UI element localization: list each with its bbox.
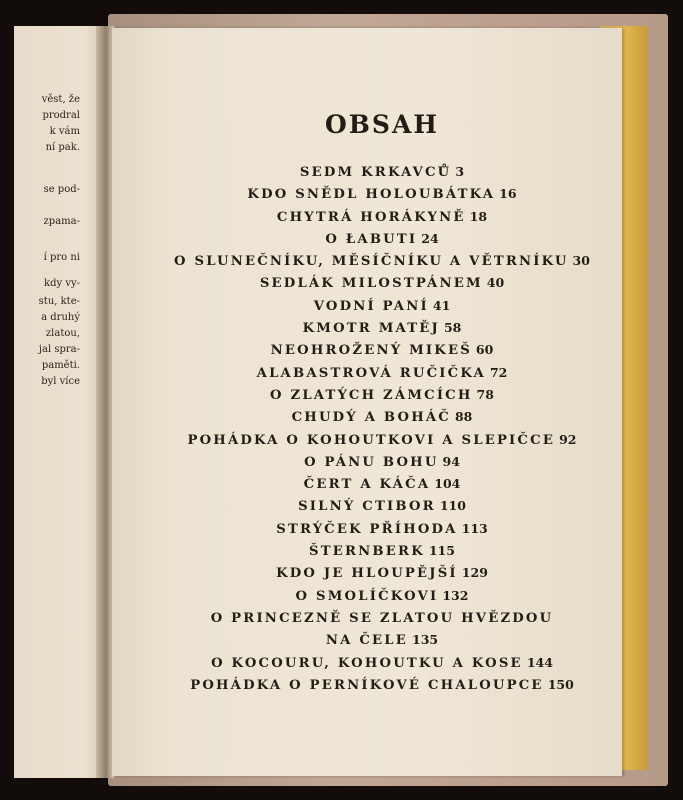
contents-entry [142, 405, 622, 427]
contents-entry-title: NA ČELE [325, 633, 409, 649]
contents-entry-title: O KOCOURU, KOHOUTKU A KOSE [211, 655, 523, 671]
left-page-line: ní pak. [45, 142, 80, 153]
contents-entry [142, 338, 622, 360]
contents-entry [142, 673, 622, 695]
contents-entry [142, 606, 622, 628]
contents-title: OBSAH [325, 110, 439, 139]
contents-entry-title: O PRINCEZNĚ SE ZLATOU HVĚZDOU [210, 610, 554, 626]
contents-entry [142, 428, 622, 450]
left-page-line: jal spra- [38, 344, 80, 355]
contents-entry-title: SEDLÁK MILOSTPÁNEM [259, 276, 483, 292]
left-page-line: zpama- [43, 216, 80, 227]
contents-entry [142, 494, 622, 516]
contents-entry-title: O PÁNU BOHU [304, 454, 439, 470]
left-page-line: k vám [49, 126, 80, 137]
contents-entry-page: 150 [547, 676, 574, 692]
contents-entry-page: 16 [499, 186, 517, 202]
contents-entry-title: STRÝČEK PŘÍHODA [276, 521, 458, 537]
contents-entry-title: KDO JE HLOUPĚJŠÍ [276, 566, 458, 582]
left-page-line: kdy vy- [44, 278, 80, 289]
contents-entry-title: O ŁABUTI [325, 231, 418, 247]
contents-entry [142, 517, 622, 539]
left-page-line: věst, že [41, 94, 80, 105]
contents-entry [142, 227, 622, 249]
contents-entry [142, 472, 622, 494]
contents-entry-title: O SLUNEČNÍKU, MĚSÍČNÍKU A VĚTRNÍKU [174, 254, 569, 270]
left-page-line: zlatou, [45, 328, 80, 339]
contents-entry-title: ŠTERNBERK [309, 544, 425, 560]
contents-entry-page: 72 [489, 364, 508, 380]
contents-entry-title: CHUDÝ A BOHÁČ [291, 410, 451, 426]
contents-entry-page: 88 [454, 409, 473, 425]
contents-entry [142, 249, 622, 271]
left-page-line: byl více [41, 376, 80, 387]
contents-entry [142, 182, 622, 204]
contents-entry [142, 584, 622, 606]
contents-entry [142, 539, 622, 561]
contents-entry-title: KMOTR MATĚJ [302, 321, 440, 337]
contents-entry-page: 129 [461, 565, 488, 581]
contents-entry-page: 40 [486, 275, 505, 291]
contents-entry-page: 104 [434, 476, 461, 492]
left-page-line: paměti. [41, 360, 80, 371]
contents-entry [142, 450, 622, 472]
contents-entry-page: 113 [461, 520, 488, 536]
contents-list [112, 160, 622, 695]
contents-entry [142, 561, 622, 583]
contents-entry [142, 383, 622, 405]
contents-entry-title: VODNÍ PANÍ [313, 298, 429, 314]
contents-entry-page: 78 [476, 386, 494, 402]
left-page-line: prodral [42, 110, 80, 121]
contents-entry-title: O SMOLÍČKOVI [295, 588, 439, 604]
contents-entry-page: 144 [526, 654, 553, 670]
contents-entry-page: 110 [439, 498, 466, 514]
contents-entry-title: KDO SNĚDL HOLOUBÁTKA [247, 187, 496, 203]
contents-entry-page: 58 [443, 320, 462, 336]
contents-entry-page: 18 [469, 208, 488, 224]
contents-entry-title: ALABASTROVÁ RUČIČKA [256, 365, 486, 381]
contents-entry-page: 132 [442, 587, 469, 603]
contents-entry-page: 3 [455, 164, 465, 179]
contents-entry [142, 294, 622, 316]
left-page-line: se pod- [43, 184, 80, 195]
contents-entry [142, 651, 622, 673]
contents-entry-page: 41 [432, 297, 451, 313]
left-page-line: stu, kte- [38, 296, 80, 307]
contents-entry-page: 94 [442, 453, 460, 469]
contents-entry-page: 30 [572, 253, 590, 269]
contents-entry-title: SILNÝ CTIBOR [298, 499, 436, 515]
contents-entry-title: O ZLATÝCH ZÁMCÍCH [270, 387, 473, 403]
contents-entry [142, 160, 622, 182]
left-page [14, 26, 108, 778]
contents-entry-title: SEDM KRKAVCŮ [299, 165, 452, 180]
contents-entry [142, 628, 622, 650]
contents-page [112, 28, 622, 776]
contents-entry-title: ČERT A KÁČA [303, 477, 431, 493]
contents-entry [142, 205, 622, 227]
contents-entry-page: 135 [412, 632, 439, 648]
left-page-line: í pro ni [43, 252, 80, 263]
contents-entry-title: POHÁDKA O KOHOUTKOVI A SLEPIČCE [187, 432, 556, 448]
contents-entry-page: 115 [428, 543, 455, 559]
left-page-line: a druhý [41, 312, 80, 323]
contents-entry [142, 271, 622, 293]
contents-entry-page: 60 [475, 342, 494, 358]
contents-entry-title: POHÁDKA O PERNÍKOVÉ CHALOUPCE [190, 677, 544, 693]
contents-entry [142, 361, 622, 383]
contents-entry-title: NEOHROŽENÝ MIKEŠ [270, 343, 472, 359]
contents-entry-page: 92 [559, 431, 577, 447]
contents-entry-title: CHYTRÁ HORÁKYNĚ [276, 209, 466, 225]
contents-entry [142, 316, 622, 338]
contents-entry-page: 24 [421, 230, 439, 246]
